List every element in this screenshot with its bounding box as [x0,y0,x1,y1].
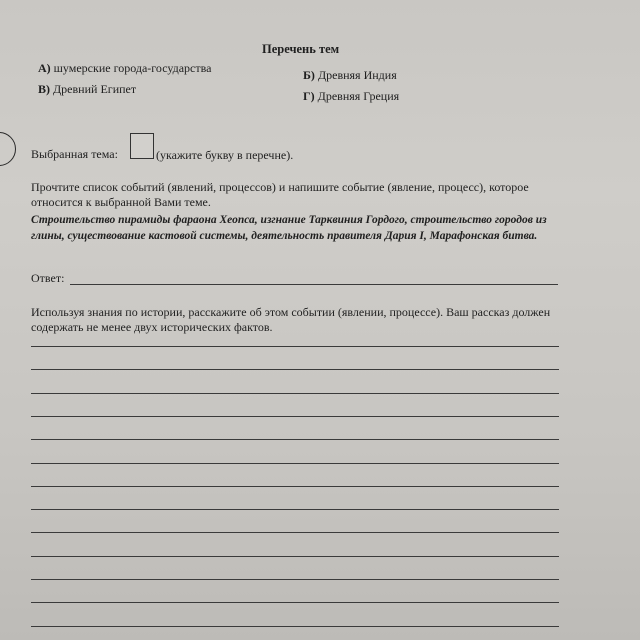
topic-letter: Г) [303,89,315,103]
topic-text: Древняя Индия [317,68,397,82]
selected-topic-hint: (укажите букву в перечне). [156,148,294,162]
task-text: Используя знания по истории, расскажите об этом событии (явлении, процессе). Ваш рассказ должен содержать не менее двух исторических фактов. [31,305,551,334]
answer-line[interactable] [70,284,558,285]
writing-line[interactable] [31,486,559,487]
topic-text: шумерские города-государства [53,61,212,75]
writing-line[interactable] [31,346,559,347]
topic-text: Древняя Греция [317,89,400,103]
writing-line[interactable] [31,509,559,510]
writing-line[interactable] [31,556,559,557]
topic-item-g [303,89,399,104]
writing-line[interactable] [31,416,559,417]
selected-topic-label: Выбранная тема: [31,147,118,161]
writing-line[interactable] [31,393,559,394]
writing-line[interactable] [31,579,559,580]
writing-line[interactable] [31,439,559,440]
answer-label: Ответ: [31,271,65,285]
topic-letter: Б) [303,68,315,82]
topic-item-v [38,82,136,97]
writing-line[interactable] [31,369,559,370]
task-number-circle [0,132,16,166]
topic-letter: В) [38,82,50,96]
topic-list-title: Перечень тем [262,42,340,56]
topic-letter: А) [38,61,51,75]
writing-line[interactable] [31,463,559,464]
topic-item-b [303,68,397,83]
writing-line[interactable] [31,532,559,533]
selected-topic-box[interactable] [130,133,154,159]
topic-text: Древний Египет [53,82,137,96]
writing-line[interactable] [31,602,559,603]
writing-line[interactable] [31,626,559,627]
instruction-text: Прочтите список событий (явлений, процессов) и напишите событие (явление, процесс), которое относится к выбранной Вами теме. [31,180,529,209]
topic-item-a [38,61,211,76]
events-list: Строительство пирамиды фараона Хеопса, изгнание Тарквиния Гордого, строительство городов из глины, существование кастовой системы, деятельность правителя Дария I, Марафонская битва. [31,214,547,242]
